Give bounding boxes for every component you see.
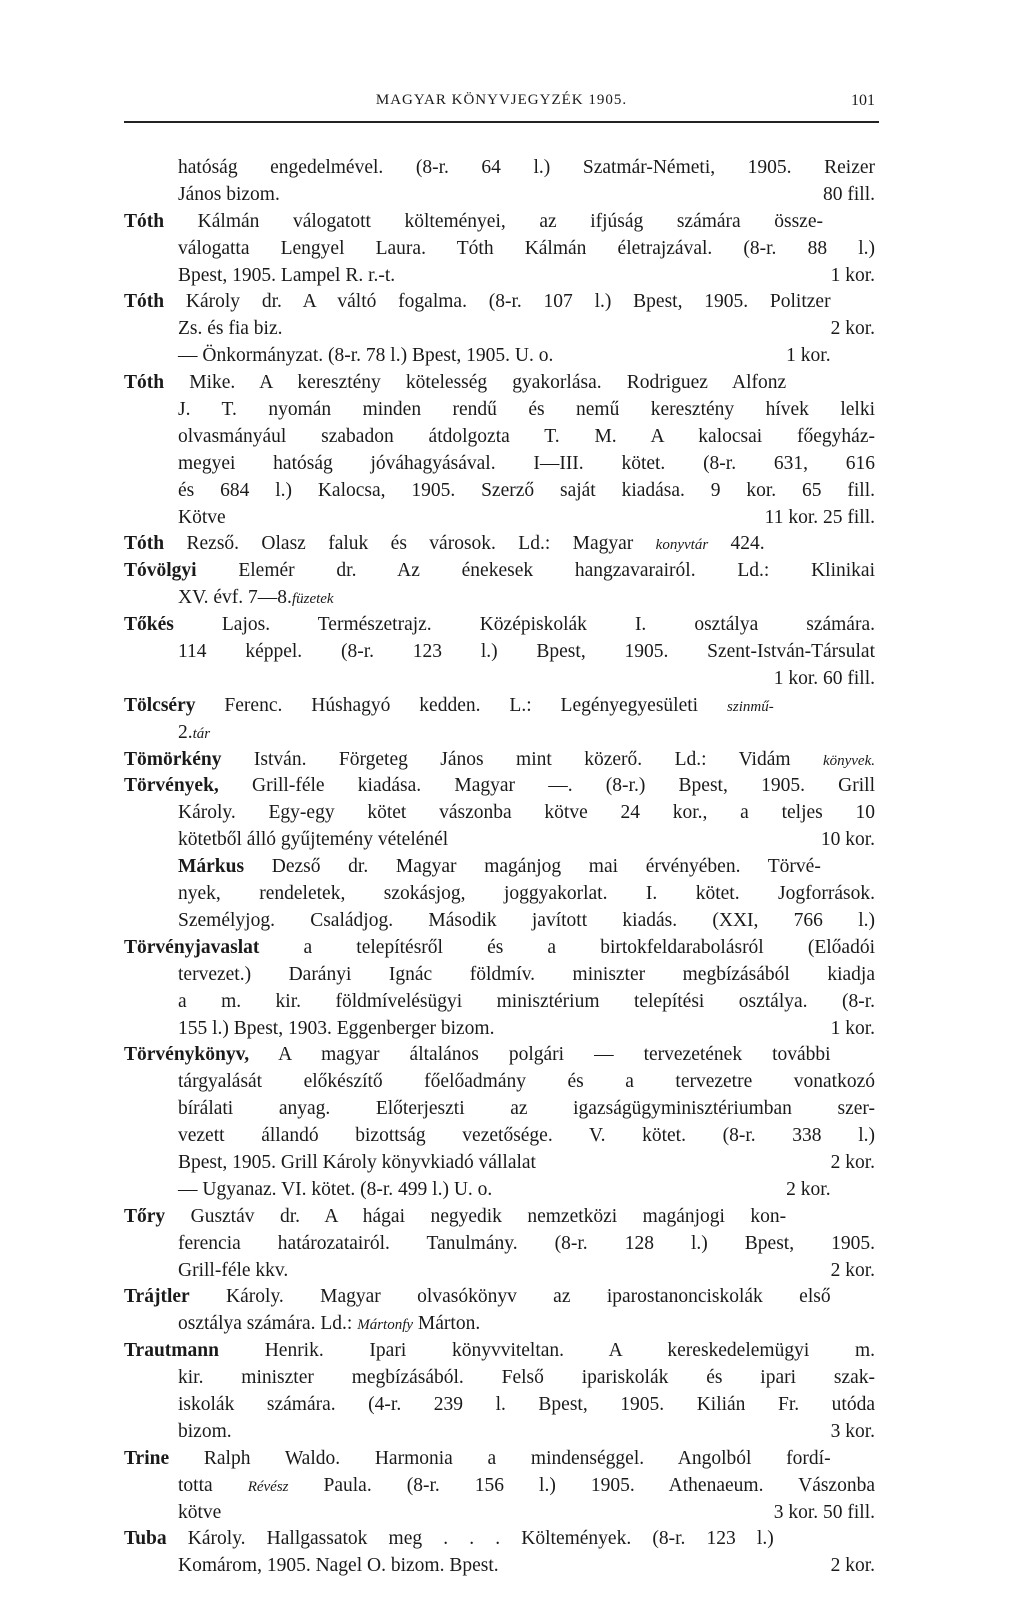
entry-text: — Önkormányzat. (8-r. 78 l.) Bpest, 1905. U. o. <box>178 345 554 367</box>
entry-heading: Tuba <box>124 1528 167 1550</box>
price: 3 kor. 50 fill. <box>773 1501 875 1523</box>
entry-text: Dezső dr. Magyar magánjog mai érvényében. Törvé- <box>244 856 821 878</box>
entry-text: osztálya számára. Ld.: <box>178 1313 358 1335</box>
catalog-line <box>124 1150 875 1177</box>
entry-text-tail: Paula. (8-r. 156 l.) 1905. Athenaeum. Vászonba <box>288 1474 875 1496</box>
catalog-line <box>124 693 875 720</box>
header-rule <box>124 121 879 123</box>
catalog-line <box>124 612 875 639</box>
catalog-line <box>124 397 875 424</box>
entry-text-tail: Márton. <box>413 1313 481 1335</box>
catalog-line <box>124 1123 875 1150</box>
catalog-line <box>124 558 875 585</box>
catalog-line <box>124 263 875 290</box>
entry-heading: Tőkés <box>124 614 174 636</box>
page-header <box>124 92 879 122</box>
page-number: 101 <box>851 92 875 109</box>
catalog-line <box>124 962 875 989</box>
entry-text: Károly. Hallgassatok meg . . . Költemények. (8-r. 123 l.) <box>166 1528 774 1550</box>
catalog-line <box>124 1231 875 1258</box>
price: 80 fill. <box>823 183 875 205</box>
catalog-line <box>124 827 875 854</box>
catalog-line <box>124 908 875 935</box>
entry-text: — Ugyanaz. VI. kötet. (8-r. 499 l.) U. o. <box>178 1178 493 1200</box>
entry-text: 155 l.) Bpest, 1903. Eggenberger bizom. <box>178 1017 495 1039</box>
entry-text: ferencia határozatairól. Tanulmány. (8-r. 128 l.) Bpest, 1905. <box>178 1232 875 1254</box>
catalog-line <box>124 343 875 370</box>
catalog-line <box>124 881 875 908</box>
entry-text: Grill-féle kiadása. Magyar —. (8-r.) Bpest, 1905. Grill <box>218 775 875 797</box>
entry-text: nyek, rendeletek, szokásjog, joggyakorlat. I. kötet. Jogforrások. <box>178 883 875 905</box>
entry-text: bizom. <box>178 1420 232 1442</box>
catalog-line <box>124 639 875 666</box>
entry-text: Lajos. Természetrajz. Középiskolák I. osztálya számára. <box>173 614 875 636</box>
italic-text: Révész <box>247 1478 289 1495</box>
catalog-line <box>124 424 875 451</box>
catalog-line <box>124 1553 875 1580</box>
catalog-line <box>124 451 875 478</box>
price: 1 kor. <box>830 1017 875 1039</box>
running-title: MAGYAR KÖNYVJEGYZÉK 1905. <box>375 92 628 108</box>
catalog-line <box>124 1204 875 1231</box>
price: 10 kor. <box>820 829 875 851</box>
entry-heading: Tömörkény <box>124 748 222 770</box>
entry-heading: Tóvölgyi <box>124 560 197 582</box>
entry-text: János bizom. <box>178 183 280 205</box>
entry-heading: Tóth <box>124 533 165 555</box>
catalog-line <box>124 1258 875 1285</box>
entry-text: és 684 l.) Kalocsa, 1905. Szerző saját kiadása. 9 kor. 65 fill. <box>178 479 875 501</box>
catalog-line <box>124 1419 875 1446</box>
entry-heading: Tőry <box>124 1205 166 1227</box>
entry-heading: Trájtler <box>124 1286 190 1308</box>
entry-text: Mike. A keresztény kötelesség gyakorlása. Rodriguez Alfonz <box>164 372 787 394</box>
catalog-line <box>124 935 875 962</box>
italic-text: könyvek. <box>822 752 875 769</box>
catalog-line <box>124 1069 875 1096</box>
price: 2 kor. <box>830 1555 875 1577</box>
entry-text: hatóság engedelmével. (8-r. 64 l.) Szatmár-Németi, 1905. Reizer <box>178 157 875 178</box>
catalog-line <box>124 1526 875 1553</box>
catalog-line <box>124 1311 875 1338</box>
entry-text: bírálati anyag. Előterjeszti az igazságügyminisztériumban szer- <box>178 1098 875 1120</box>
entry-text: A magyar általános polgári — tervezetének további <box>249 1044 831 1066</box>
entry-text: István. Förgeteg János mint közerő. Ld.: Vidám <box>221 748 823 770</box>
price: 2 kor. <box>830 318 875 340</box>
catalog-line <box>124 585 875 612</box>
entry-text: XV. évf. 7—8. <box>178 587 292 609</box>
entry-text: válogatta Lengyel Laura. Tóth Kálmán életrajzával. (8-r. 88 l.) <box>178 237 875 259</box>
entry-text: Károly. Magyar olvasókönyv az iparostanonciskolák első <box>189 1286 831 1308</box>
catalog-line <box>124 1042 875 1069</box>
catalog-line <box>124 478 875 505</box>
entry-text: totta <box>178 1474 248 1496</box>
catalog-line <box>124 370 875 397</box>
catalog-line <box>124 531 875 558</box>
entry-heading: Trautmann <box>124 1340 219 1362</box>
italic-text: konyvtár <box>655 537 709 554</box>
entry-heading: Tóth <box>124 291 165 313</box>
entry-text: kötve <box>178 1501 222 1523</box>
entry-text: Elemér dr. Az énekesek hangzavarairól. Ld.: Klinikai <box>196 560 875 582</box>
entry-text: kir. miniszter megbízásából. Felső ipariskolák és ipari szak- <box>178 1367 875 1389</box>
entry-text: Károly dr. A váltó fogalma. (8-r. 107 l.) Bpest, 1905. Politzer <box>164 291 831 313</box>
entry-text: tárgyalását előkészítő főelőadmány és a tervezetre vonatkozó <box>178 1071 875 1093</box>
entry-text-tail: 424. <box>708 533 765 555</box>
catalog-line <box>124 1446 875 1473</box>
entry-text: Ferenc. Húshagyó kedden. L.: Legényegyesületi <box>195 694 728 716</box>
entry-text: kötetből álló gyűjtemény vételénél <box>178 829 449 851</box>
entry-heading: Törvények, <box>124 775 219 797</box>
catalog-line <box>124 720 875 747</box>
catalog-entries <box>124 155 875 1580</box>
catalog-line <box>124 666 875 693</box>
entry-text: olvasmányául szabadon átdolgozta T. M. A kalocsai főegyház- <box>178 425 875 447</box>
catalog-line <box>124 505 875 532</box>
entry-heading: Tóth <box>124 210 165 232</box>
catalog-line <box>124 1392 875 1419</box>
entry-text: Henrik. Ipari könyvviteltan. A kereskedelemügyi m. <box>219 1340 875 1362</box>
entry-text: Bpest, 1905. Grill Károly könyvkiadó vállalat <box>178 1151 536 1173</box>
price: 2 kor. <box>830 1259 875 1281</box>
price: 1 kor. <box>830 264 875 286</box>
catalog-line <box>124 1016 875 1043</box>
catalog-line <box>124 236 875 263</box>
catalog-line <box>124 1284 875 1311</box>
entry-text: Ralph Waldo. Harmonia a mindenséggel. Angolból fordí- <box>169 1447 831 1469</box>
entry-text: Grill-féle kkv. <box>178 1259 289 1281</box>
entry-text: Rezső. Olasz faluk és városok. Ld.: Magyar <box>164 533 656 555</box>
catalog-line <box>124 773 875 800</box>
entry-text: Zs. és fia biz. <box>178 318 283 340</box>
catalog-line <box>124 800 875 827</box>
entry-text: tervezet.) Darányi Ignác földmív. miniszter megbízásából kiadja <box>178 963 875 985</box>
entry-text: a m. kir. földmívelésügyi minisztérium telepítési osztálya. (8-r. <box>178 990 875 1012</box>
entry-text: 2. <box>178 721 193 743</box>
catalog-line <box>124 747 875 774</box>
catalog-line <box>124 155 875 182</box>
entry-text: iskolák számára. (4-r. 239 l. Bpest, 1905. Kilián Fr. utóda <box>178 1393 875 1415</box>
italic-text: Mártonfy <box>357 1317 414 1334</box>
catalog-line <box>124 289 875 316</box>
catalog-line <box>124 182 875 209</box>
italic-text: szinmű- <box>727 698 774 715</box>
italic-text: tár <box>192 725 211 742</box>
catalog-line <box>124 1338 875 1365</box>
catalog-line <box>124 209 875 236</box>
entry-heading: Trine <box>124 1447 170 1469</box>
catalog-line <box>124 1096 875 1123</box>
entry-text: Kötve <box>178 506 226 528</box>
price: 1 kor. <box>786 345 831 367</box>
price: 1 kor. 60 fill. <box>773 667 875 689</box>
price: 2 kor. <box>786 1178 831 1200</box>
price: 3 kor. <box>830 1420 875 1442</box>
catalog-line <box>124 1177 875 1204</box>
entry-text: Gusztáv dr. A hágai negyedik nemzetközi magánjogi kon- <box>165 1205 787 1227</box>
entry-text: vezett állandó bizottság vezetősége. V. kötet. (8-r. 338 l.) <box>178 1125 875 1147</box>
entry-heading: Tóth <box>124 372 165 394</box>
entry-text: J. T. nyomán minden rendű és nemű keresztény hívek lelki <box>178 399 875 421</box>
entry-text: Komárom, 1905. Nagel O. bizom. Bpest. <box>178 1555 499 1577</box>
entry-text: Személyjog. Családjog. Második javított kiadás. (XXI, 766 l.) <box>178 909 875 931</box>
entry-heading: Márkus <box>178 856 245 878</box>
catalog-line <box>124 989 875 1016</box>
catalog-line <box>124 1365 875 1392</box>
entry-heading: Törvénykönyv, <box>124 1044 250 1066</box>
catalog-line <box>124 316 875 343</box>
entry-heading: Tölcséry <box>124 694 196 716</box>
catalog-line <box>124 1473 875 1500</box>
entry-text: a telepítésről és a birtokfeldarabolásról (Előadói <box>259 936 875 958</box>
entry-text: Károly. Egy-egy kötet vászonba kötve 24 kor., a teljes 10 <box>178 802 875 824</box>
entry-text: megyei hatóság jóváhagyásával. I—III. kötet. (8-r. 631, 616 <box>178 452 875 474</box>
entry-text: Kálmán válogatott költeményei, az ifjúság számára össze- <box>164 210 823 232</box>
entry-heading: Törvényjavaslat <box>124 936 260 958</box>
price: 11 kor. 25 fill. <box>764 506 875 528</box>
entry-text: Bpest, 1905. Lampel R. r.-t. <box>178 264 396 286</box>
entry-text: 114 képpel. (8-r. 123 l.) Bpest, 1905. Szent-István-Társulat <box>178 641 875 663</box>
price: 2 kor. <box>830 1151 875 1173</box>
catalog-line <box>124 1500 875 1527</box>
italic-text: füzetek <box>291 591 334 608</box>
catalog-line <box>124 854 875 881</box>
